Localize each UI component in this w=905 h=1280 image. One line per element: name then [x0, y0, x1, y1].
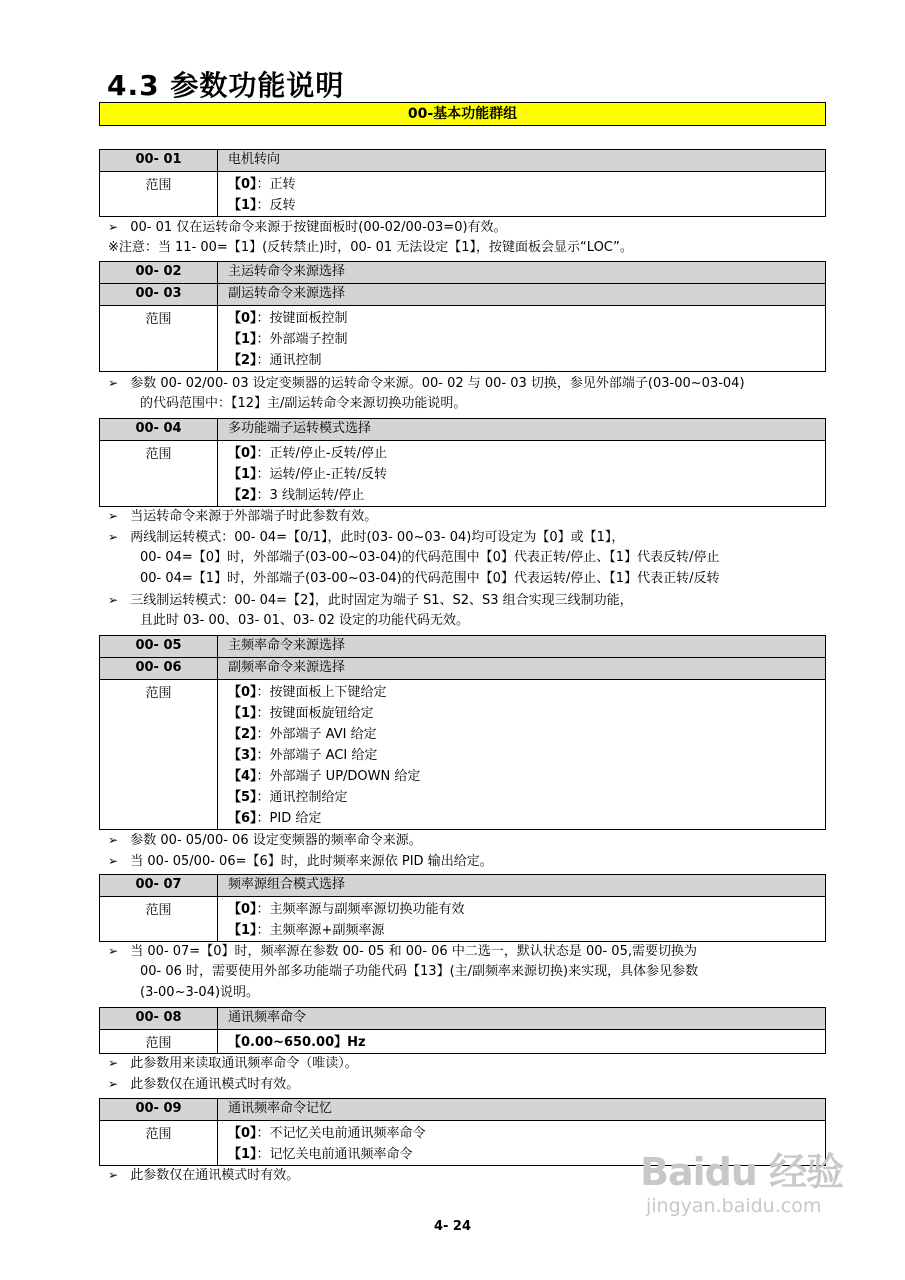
param-name: 频率源组合模式选择 — [218, 875, 826, 897]
note-item: ➢ 00- 01 仅在运转命令来源于按键面板时(00-02/00-03=0)有效。 — [108, 220, 507, 235]
range-label: 范围 — [100, 441, 218, 507]
param-table-00-01 — [99, 149, 826, 217]
param-code: 00- 05 — [100, 636, 218, 658]
option-item: 【4】：外部端子 UP/DOWN 给定 — [228, 769, 421, 784]
option-item: 【5】：通讯控制给定 — [228, 790, 348, 805]
option-list — [218, 1030, 825, 1053]
param-code: 00- 04 — [100, 419, 218, 441]
option-item: 【1】：运转/停止-正转/反转 — [228, 467, 387, 482]
watermark-url: jingyan.baidu.com — [646, 1195, 822, 1217]
param-name: 通讯频率命令记忆 — [218, 1099, 826, 1121]
param-code: 00- 07 — [100, 875, 218, 897]
option-item: 【6】：PID 给定 — [228, 811, 322, 826]
note-item: ➢ 此参数用来读取通讯频率命令（唯读）。 — [108, 1056, 358, 1071]
option-item: 【1】：按键面板旋钮给定 — [228, 706, 374, 721]
param-name: 副频率命令来源选择 — [218, 658, 826, 680]
option-item: 【0】：不记忆关电前通讯频率命令 — [228, 1126, 426, 1141]
option-list — [218, 306, 825, 371]
range-label: 范围 — [100, 680, 218, 830]
range-label: 范围 — [100, 172, 218, 217]
note-item: 的代码范围中：【12】主/副运转命令来源切换功能说明。 — [140, 396, 467, 411]
note-item: ➢ 当运转命令来源于外部端子时此参数有效。 — [108, 509, 378, 524]
option-list — [218, 897, 825, 941]
option-item: 【0】：正转 — [228, 177, 296, 192]
note-item: ➢ 两线制运转模式：00- 04=【0/1】，此时(03- 00~03- 04)均可设定为【0】或【1】， — [108, 530, 625, 545]
option-item: 【0】：主频率源与副频率源切换功能有效 — [228, 902, 465, 917]
note-item: 00- 04=【0】时，外部端子(03-00~03-04)的代码范围中【0】代表正转/停止、【1】代表反转/停止 — [140, 550, 720, 565]
option-item: 【2】：3 线制运转/停止 — [228, 488, 365, 503]
note-item: ➢ 三线制运转模式：00- 04=【2】，此时固定为端子 S1、S2、S3 组合实现三线制功能， — [108, 593, 633, 608]
note-item: (3-00~3-04)说明。 — [140, 985, 260, 1000]
baidu-watermark — [640, 1150, 850, 1250]
param-code: 00- 08 — [100, 1008, 218, 1030]
range-label: 范围 — [100, 1121, 218, 1166]
option-list — [218, 680, 825, 829]
param-code: 00- 09 — [100, 1099, 218, 1121]
param-code: 00- 01 — [100, 150, 218, 172]
note-item: ※注意：当 11- 00=【1】(反转禁止)时，00- 01 无法设定【1】，按键面板会显示“LOC”。 — [108, 240, 633, 255]
note-item: ➢ 此参数仅在通讯模式时有效。 — [108, 1168, 300, 1183]
option-item: 【2】：通讯控制 — [228, 353, 322, 368]
option-item: 【0】：正转/停止-反转/停止 — [228, 446, 387, 461]
watermark-logo: Baidu 经验 — [640, 1150, 844, 1194]
param-code: 00- 06 — [100, 658, 218, 680]
option-item: 【3】：外部端子 ACI 给定 — [228, 748, 378, 763]
param-name: 通讯频率命令 — [218, 1008, 826, 1030]
option-list — [218, 441, 825, 506]
param-code: 00- 03 — [100, 284, 218, 306]
range-label: 范围 — [100, 1030, 218, 1054]
range-label: 范围 — [100, 306, 218, 372]
option-item: 【1】：主频率源+副频率源 — [228, 923, 385, 938]
page-title: 4.3 参数功能说明 — [107, 69, 345, 102]
note-item: ➢ 参数 00- 02/00- 03 设定变频器的运转命令来源。00- 02 与 00- 03 切换，参见外部端子(03-00~03-04) — [108, 376, 745, 391]
option-list — [218, 172, 825, 216]
param-table-00-04 — [99, 418, 826, 507]
param-table-00-05-06 — [99, 635, 826, 830]
param-table-00-08 — [99, 1007, 826, 1054]
note-item: 00- 04=【1】时，外部端子(03-00~03-04)的代码范围中【0】代表运转/停止、【1】代表正转/反转 — [140, 571, 720, 586]
option-item: 【0】：按键面板控制 — [228, 311, 348, 326]
param-table-00-02-03 — [99, 261, 826, 372]
param-table-00-07 — [99, 874, 826, 942]
param-name: 电机转向 — [218, 150, 826, 172]
note-item: ➢ 当 00- 07=【0】时，频率源在参数 00- 05 和 00- 06 中二选一，默认状态是 00- 05,需要切换为 — [108, 944, 697, 959]
range-value: 【0.00~650.00】Hz — [228, 1035, 366, 1050]
note-item: 00- 06 时，需要使用外部多功能端子功能代码【13】(主/副频率来源切换)来实现，具体参见参数 — [140, 964, 699, 979]
param-name: 多功能端子运转模式选择 — [218, 419, 826, 441]
param-name: 副运转命令来源选择 — [218, 284, 826, 306]
note-item: 且此时 03- 00、03- 01、03- 02 设定的功能代码无效。 — [140, 613, 469, 628]
option-item: 【0】：按键面板上下键给定 — [228, 685, 387, 700]
note-item: ➢ 参数 00- 05/00- 06 设定变频器的频率命令来源。 — [108, 833, 422, 848]
note-item: ➢ 当 00- 05/00- 06=【6】时，此时频率来源依 PID 输出给定。 — [108, 854, 493, 869]
range-label: 范围 — [100, 897, 218, 942]
param-name: 主运转命令来源选择 — [218, 262, 826, 284]
group-title-bar: 00-基本功能群组 — [99, 102, 826, 126]
page-number: 4- 24 — [433, 1219, 472, 1234]
option-item: 【1】：外部端子控制 — [228, 332, 348, 347]
option-item: 【1】：反转 — [228, 198, 296, 213]
param-code: 00- 02 — [100, 262, 218, 284]
option-item: 【2】：外部端子 AVI 给定 — [228, 727, 377, 742]
option-item: 【1】：记忆关电前通讯频率命令 — [228, 1147, 413, 1162]
param-name: 主频率命令来源选择 — [218, 636, 826, 658]
note-item: ➢ 此参数仅在通讯模式时有效。 — [108, 1077, 300, 1092]
